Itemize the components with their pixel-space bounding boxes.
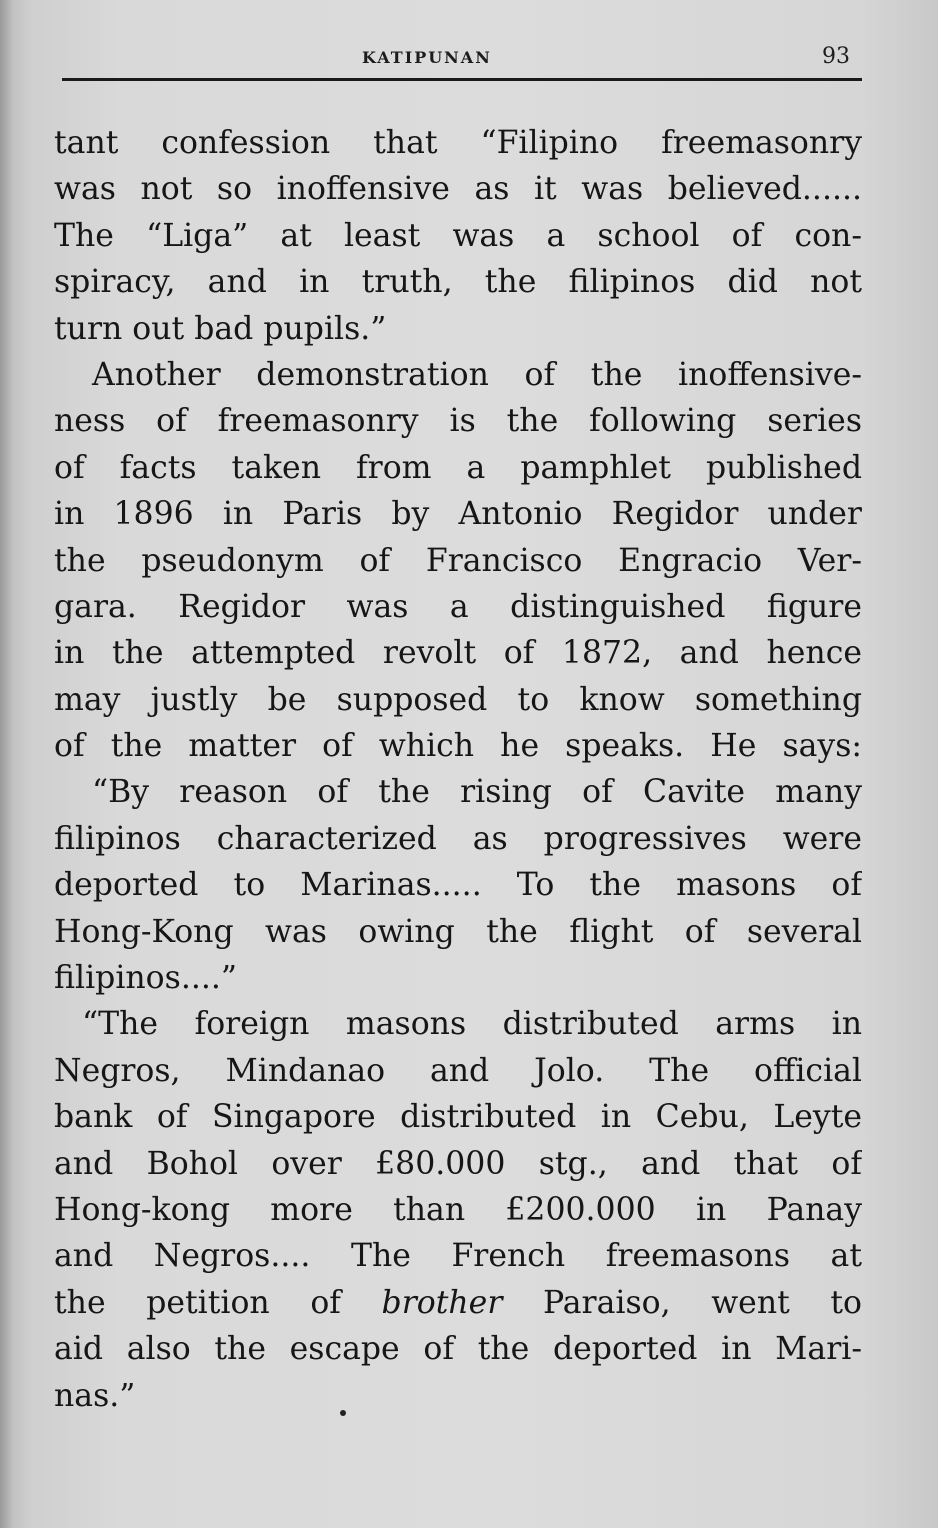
text-fragment: the petition of	[54, 1284, 341, 1321]
text-line: deported to Marinas..... To the masons of	[54, 867, 862, 904]
header-rule	[62, 78, 862, 81]
text-line: Negros, Mindanao and Jolo. The official	[54, 1052, 862, 1089]
text-line: was not so inoffensive as it was believed......	[54, 171, 862, 208]
text-line: of the matter of which he speaks. He says:	[54, 728, 862, 765]
text-line: in 1896 in Paris by Antonio Regidor under	[54, 496, 862, 533]
ink-speck	[340, 1410, 346, 1416]
text-line: nas.”	[54, 1377, 136, 1414]
running-title: KATIPUNAN	[362, 48, 492, 67]
text-line: aid also the escape of the deported in Mari-	[54, 1331, 862, 1368]
text-line: and Bohol over £80.000 stg., and that of	[54, 1145, 862, 1182]
page-number: 93	[822, 44, 850, 69]
body-text	[54, 120, 862, 1419]
text-line: spiracy, and in truth, the filipinos did not	[54, 264, 862, 301]
text-line: tant confession that “Filipino freemasonry	[54, 125, 862, 161]
text-line: bank of Singapore distributed in Cebu, Leyte	[54, 1099, 862, 1136]
text-line: filipinos....”	[54, 960, 237, 997]
text-line: the pseudonym of Francisco Engracio Ver-	[54, 542, 862, 579]
text-line: and Negros.... The French freemasons at	[54, 1238, 862, 1275]
text-line: Hong-kong more than £200.000 in Panay	[54, 1191, 862, 1228]
italic-word: brother	[381, 1284, 503, 1321]
text-line: of facts taken from a pamphlet published	[54, 449, 862, 486]
text-line: Hong-Kong was owing the flight of several	[54, 913, 862, 950]
text-line: The “Liga” at least was a school of con-	[54, 217, 862, 254]
text-line: Another demonstration of the inoffensive-	[92, 356, 862, 393]
text-line: “The foreign masons distributed arms in	[82, 1006, 862, 1043]
text-line: ness of freemasonry is the following series	[54, 403, 862, 440]
page-header	[62, 40, 858, 80]
text-line-with-italic	[54, 1280, 862, 1326]
page-edge-shadow	[0, 0, 14, 1528]
text-line: “By reason of the rising of Cavite many	[92, 774, 862, 811]
text-line: gara. Regidor was a distinguished figure	[54, 588, 862, 625]
text-line: turn out bad pupils.”	[54, 310, 387, 347]
text-line: filipinos characterized as progressives were	[54, 820, 862, 857]
text-line: in the attempted revolt of 1872, and hence	[54, 635, 862, 672]
text-line: may justly be supposed to know something	[54, 681, 862, 718]
text-fragment: Paraiso, went to	[543, 1284, 862, 1321]
